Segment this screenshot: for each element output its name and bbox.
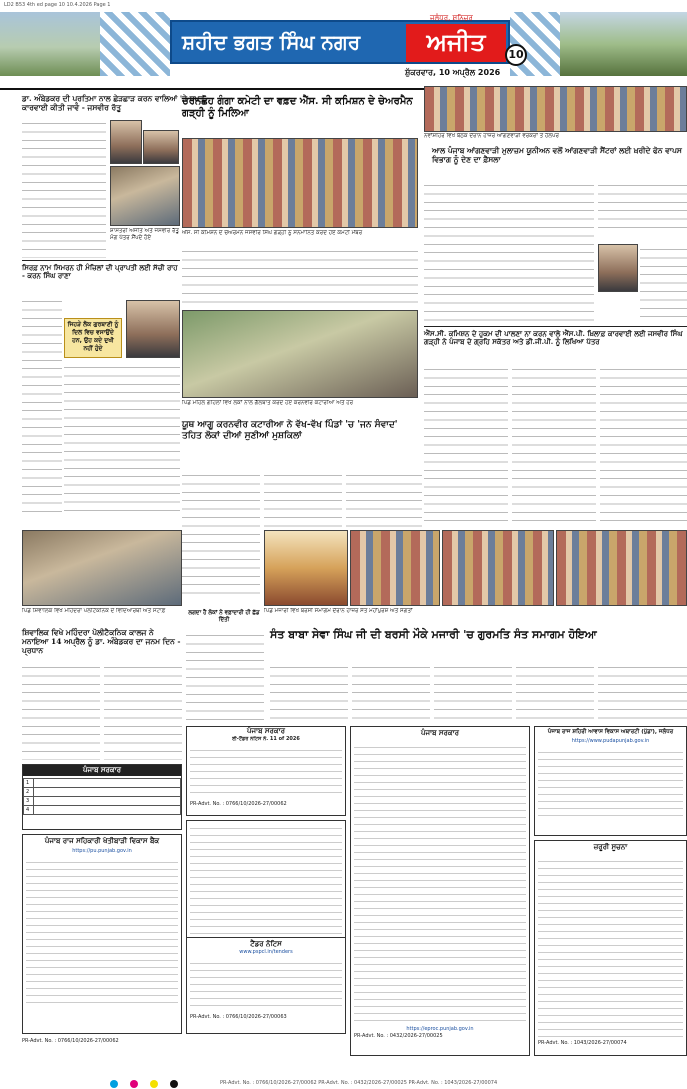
seva-photo-3 <box>442 530 554 606</box>
notice-url: https://www.pudapunjab.gov.in <box>571 738 650 744</box>
simran-body-2 <box>64 362 180 518</box>
polytechnic-body <box>22 662 100 760</box>
anganwadi-body-3 <box>640 244 687 322</box>
notice-left-bottom <box>22 834 182 1034</box>
edition-date: ਸ਼ੁੱਕਰਵਾਰ, 10 ਅਪ੍ਰੈਲ 2026 <box>405 68 501 77</box>
ganga-photo <box>182 138 418 228</box>
quote-strip: ਲਗਦਾ ਹੈ ਲੋਕਾਂ ਨੇ ਵਫ਼ਾਦਾਰੀ ਹੀ ਛੱਡ ਦਿੱਤੀ <box>188 610 260 623</box>
ambedkar-caption: ਸ਼ਾਸਤਰੀ ਅਜੀਤ ਅਤੇ ਜਸਵੀਰ ਰੱਤੂ ਮੰਗ ਪੱਤਰ ਸੌਂਪਦੇ ਹੋਏ <box>110 228 179 241</box>
notice-ref: PR-Advt. No. : 1043/2026-27/00074 <box>538 1040 627 1046</box>
notice-title: ਪੰਜਾਬ ਸਰਕਾਰ <box>420 729 459 737</box>
anganwadi-portrait <box>598 244 638 292</box>
ganga-caption: ਐੱਸ. ਸੀ ਕਮਿਸ਼ਨ ਦੇ ਚੇਅਰਮੈਨ ਜਸਵੀਰ ਸਿੰਘ ਗੜ੍ਹੀ ਨੂੰ ਸਨਮਾਨਿਤ ਕਰਦੇ ਹੋਏ ਕਮੇਟੀ ਮੈਂਬਰ <box>182 230 363 236</box>
seva-photo-4 <box>556 530 687 606</box>
table-cell <box>34 797 181 806</box>
notice-title: ਜ਼ਰੂਰੀ ਸੂਚਨਾ <box>593 843 628 851</box>
notice-title: ਪੰਜਾਬ ਸਰਕਾਰ <box>246 727 285 735</box>
notice-body-2 <box>190 959 342 1011</box>
registration-mark <box>130 1080 138 1088</box>
notice-title: ਪੰਜਾਬ ਸਰਕਾਰ <box>23 765 181 776</box>
sc-commission-body <box>424 364 508 524</box>
edition-location: ਜਲੰਧਰ, ਸ਼ਨਿਚਰ <box>430 14 473 22</box>
notice-center-right <box>350 726 530 1056</box>
notice-body <box>538 748 683 818</box>
masthead-landscape-photo <box>560 12 687 76</box>
table-cell <box>34 779 181 788</box>
ambedkar-headline: ਡਾ. ਅੰਬੇਡਕਰ ਦੀ ਪ੍ਰਤਿਮਾ ਨਾਲ ਛੇੜਛਾੜ ਕਰਨ ਵਾਲਿਆਂ 'ਤੇ ਸਖ਼ਤ ਕਾਰਵਾਈ ਕੀਤੀ ਜਾਵੇ - ਜਸਵੀਰ ਰੱਤੂ <box>22 94 205 112</box>
registration-mark <box>150 1080 158 1088</box>
table-row <box>24 779 181 788</box>
table-cell <box>34 788 181 797</box>
anganwadi-body <box>424 180 594 322</box>
seva-photo-1 <box>264 530 348 606</box>
notice-title: ਪੰਜਾਬ ਰਾਜ ਸਹਿਕਾਰੀ ਖੇਤੀਬਾੜੀ ਵਿਕਾਸ ਬੈਂਕ <box>44 837 160 845</box>
seva-body-5 <box>598 662 687 722</box>
notice-title: ਟੈਂਡਰ ਨੋਟਿਸ <box>187 937 345 949</box>
sc-commission-body-3 <box>600 364 687 524</box>
print-info-strip: LD2 B53 4th ed page 10 10.4.2026 Page 1 <box>4 2 111 8</box>
kataria-body-4 <box>186 630 264 722</box>
seva-photo-2 <box>350 530 440 606</box>
anganwadi-photo <box>424 86 687 132</box>
polytechnic-body-2 <box>104 662 182 760</box>
simran-body <box>22 296 62 518</box>
registration-mark <box>110 1080 118 1088</box>
notice-table <box>23 778 181 815</box>
masthead-title-block <box>170 20 510 64</box>
divider <box>424 326 687 327</box>
notice-ref: PR-Advt. No. : 0766/10/2026-27/00063 <box>190 1014 287 1020</box>
seva-caption: ਪਿੰਡ ਮਜਾਰੀ ਵਿਖੇ ਬਰਸੀ ਸਮਾਗਮ ਦੌਰਾਨ ਹਾਜ਼ਰ ਸੰਤ ਮਹਾਂਪੁਰਸ਼ ਅਤੇ ਸੰਗਤਾਂ <box>264 608 413 614</box>
notice-url: www.pspcl.in/tenders <box>239 949 293 955</box>
footer-strip: PR-Advt. No. : 0766/10/2026-27/00062 PR-Advt. No. : 0432/2026-27/00025 PR-Advt. No. : 1043/2026-27/00074 <box>220 1080 498 1086</box>
table-row <box>24 797 181 806</box>
notice-right-bottom <box>534 840 687 1056</box>
kataria-photo <box>182 310 418 398</box>
notice-body <box>26 858 178 1008</box>
kataria-body-3 <box>346 470 422 530</box>
kataria-body <box>182 470 260 600</box>
polytechnic-photo <box>22 530 182 606</box>
notice-ref: PR-Advt. No. : 0766/10/2026-27/00062 <box>190 801 287 807</box>
anganwadi-photo-caption: ਨਵਾਂਸ਼ਹਿਰ ਵਿਖੇ ਬੈਠਕ ਦੌਰਾਨ ਹਾਜ਼ਰ ਆਂਗਣਵਾੜੀ ਵਰਕਰਾਂ ਤੇ ਹੈਲਪਰ <box>424 133 559 139</box>
table-row <box>24 806 181 815</box>
anganwadi-body-2 <box>598 180 687 234</box>
simran-callout: ਜਿਹੜੇ ਲੋਕ ਗੁਰਬਾਣੀ ਨੂੰ ਦਿਲ ਵਿਚ ਵਸਾਉਂਦੇ ਹਨ, ਉਹ ਕਦੇ ਦੁਖੀ ਨਹੀਂ ਹੁੰਦੇ <box>64 318 122 358</box>
polytechnic-headline: ਸ਼ਿਵਾਲਿਕ ਵਿਖੇ ਮਹਿੰਦਰਾ ਪੋਲੀਟੈਕਨਿਕ ਕਾਲਜ ਨੇ ਮਨਾਇਆ 14 ਅਪ੍ਰੈਲ ਨੂੰ ਡਾ. ਅੰਬੇਡਕਰ ਦਾ ਜਨਮ ਦਿਨ - ਪ੍ਰਧਾਨ <box>22 628 181 655</box>
divider <box>22 260 180 261</box>
masthead-pattern-left <box>100 12 170 76</box>
table-cell: 2 <box>24 788 34 797</box>
notice-title: ਪੰਜਾਬ ਰਾਜ ਸ਼ਹਿਰੀ ਆਵਾਸ ਵਿਕਾਸ ਅਥਾਰਟੀ (ਪੁੱਡਾ), ਜਲੰਧਰ <box>547 729 674 735</box>
sc-commission-headline: ਐੱਸ.ਸੀ. ਕਮਿਸ਼ਨ ਦੇ ਹੁਕਮ ਦੀ ਪਾਲਣਾ ਨਾ ਕਰਨ ਵਾਲੇ ਐੱਸ.ਪੀ. ਖ਼ਿਲਾਫ਼ ਕਾਰਵਾਈ ਲਈ ਜਸਵੀਰ ਸਿੰਘ ਗੜ੍ਹੀ ਨੇ ਪੰਜਾਬ ਦੇ ਗ੍ਰਹਿ ਸਕੱਤਰ ਅਤੇ ਡੀ.ਜੀ.ਪੀ. ਨੂੰ ਲਿਖਿਆ ਪੱਤਰ <box>424 329 683 347</box>
table-cell: 4 <box>24 806 34 815</box>
notice-body <box>190 746 342 798</box>
seva-body-4 <box>516 662 594 722</box>
notice-body <box>354 743 526 1023</box>
seva-body <box>270 662 348 722</box>
ambedkar-photo-2 <box>143 130 179 164</box>
newspaper-brand: ਅਜੀਤ <box>406 24 506 62</box>
notice-body <box>538 857 683 1037</box>
notice-center-left <box>186 726 346 816</box>
notice-left-top <box>22 764 182 830</box>
edition-title: ਸ਼ਹੀਦ ਭਗਤ ਸਿੰਘ ਨਗਰ <box>182 30 361 54</box>
simran-portrait <box>126 300 180 358</box>
table-cell: 1 <box>24 779 34 788</box>
notice-center-left-2 <box>186 820 346 1034</box>
kataria-photo-caption: ਪਿੰਡ ਮਹਿਲ ਗਹਿਲਾਂ ਵਿਖੇ ਲੋਕਾਂ ਨਾਲ ਗੱਲਬਾਤ ਕਰਦੇ ਹੋਏ ਕਰਨਵੀਰ ਕਟਾਰੀਆ ਅਤੇ ਹੋਰ <box>182 400 354 406</box>
page-number: 10 <box>505 44 527 66</box>
masthead-statue-photo <box>0 12 100 76</box>
table-cell: 3 <box>24 797 34 806</box>
notice-url: https://pu.punjab.gov.in <box>72 848 132 854</box>
simran-headline: ਸਿਰਫ਼ ਨਾਮ ਸਿਮਰਨ ਹੀ ਮੰਜ਼ਿਲਾਂ ਦੀ ਪ੍ਰਾਪਤੀ ਲਈ ਸੱਚੀ ਰਾਹ - ਕਰਨ ਸਿੰਘ ਰਾਣਾ <box>22 263 178 281</box>
ambedkar-photo-1 <box>110 120 142 164</box>
notice-subtitle: ਈ-ਟੈਂਡਰ ਨੋਟਿਸ ਨੰ. 11 of 2026 <box>232 736 300 742</box>
seva-body-3 <box>434 662 512 722</box>
table-row <box>24 788 181 797</box>
ambedkar-body <box>22 118 106 258</box>
kataria-headline: ਯੂਥ ਆਗੂ ਕਰਨਵੀਰ ਕਟਾਰੀਆ ਨੇ ਵੱਖ-ਵੱਖ ਪਿੰਡਾਂ 'ਚ 'ਜਨ ਸੰਵਾਦ' ਤਹਿਤ ਲੋਕਾਂ ਦੀਆਂ ਸੁਣੀਆਂ ਮੁਸ਼ਕਿਲਾਂ <box>182 420 398 441</box>
anganwadi-headline: ਆਲ ਪੰਜਾਬ ਆਂਗਣਵਾੜੀ ਮੁਲਾਜ਼ਮ ਯੂਨੀਅਨ ਵਲੋਂ ਆਂਗਣਵਾੜੀ ਸੈਂਟਰਾਂ ਲਈ ਖ਼ਰੀਦੇ ਫੋਨ ਵਾਪਸ ਵਿਭਾਗ ਨੂੰ ਦੇਣ ਦਾ ਫ਼ੈਸਲਾ <box>432 146 682 164</box>
ganga-body <box>182 246 418 306</box>
table-cell <box>34 806 181 815</box>
seva-headline: ਸੰਤ ਬਾਬਾ ਸੇਵਾ ਸਿੰਘ ਜੀ ਦੀ ਬਰਸੀ ਮੌਕੇ ਮਜਾਰੀ 'ਚ ਗੁਰਮਤਿ ਸੰਤ ਸਮਾਗਮ ਹੋਇਆ <box>270 628 597 641</box>
sc-commission-body-2 <box>512 364 596 524</box>
polytechnic-caption: ਪਿੰਡ ਸ਼ਿਵਾਲਿਕ ਵਿਖੇ ਮਹਿੰਦਰਾ ਪੋਲੀਟੈਕਨਿਕ ਦੇ ਵਿਦਿਆਰਥੀ ਅਤੇ ਸਟਾਫ਼ <box>22 608 166 614</box>
ambedkar-photo-group <box>110 166 180 226</box>
seva-body-2 <box>352 662 430 722</box>
notice-url: https://eproc.punjab.gov.in <box>406 1026 474 1032</box>
notice-right-top <box>534 726 687 836</box>
ganga-headline: ਚਰਨਛੋਹ ਗੰਗਾ ਕਮੇਟੀ ਦਾ ਵਫ਼ਦ ਐੱਸ. ਸੀ ਕਮਿਸ਼ਨ ਦੇ ਚੇਅਰਮੈਨ ਗੜ੍ਹੀ ਨੂੰ ਮਿਲਿਆ <box>182 96 413 119</box>
notice-body <box>190 824 342 934</box>
notice-ref: PR-Advt. No. : 0432/2026-27/00025 <box>354 1033 443 1039</box>
notice-ref: PR-Advt. No. : 0766/10/2026-27/00062 <box>22 1038 119 1044</box>
registration-mark <box>170 1080 178 1088</box>
masthead <box>0 12 687 90</box>
